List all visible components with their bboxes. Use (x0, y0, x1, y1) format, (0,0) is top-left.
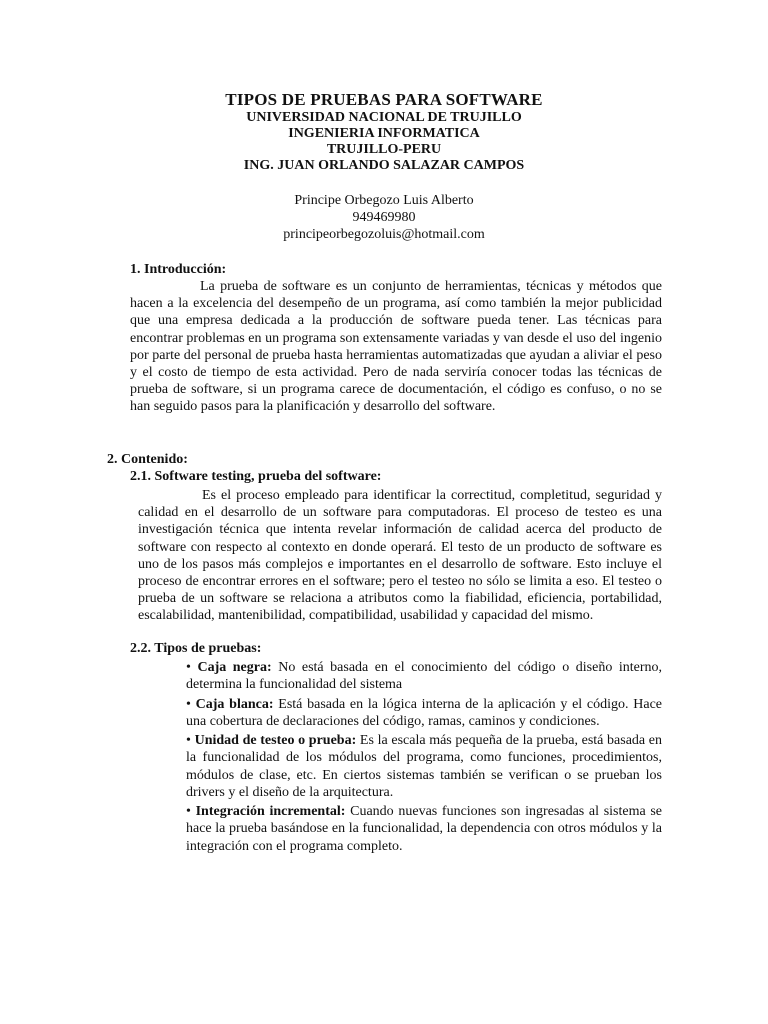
author-phone: 949469980 (352, 210, 416, 225)
university-name: UNIVERSIDAD NACIONAL DE TRUJILLO (246, 110, 522, 125)
list-item (186, 803, 662, 855)
faculty-name: INGENIERIA INFORMATICA (288, 126, 480, 141)
section-heading-introduccion: 1. Introducción: (130, 262, 227, 277)
list-item (186, 696, 662, 731)
list-item-term: Caja negra: (197, 660, 272, 675)
bullet-icon: • (186, 733, 191, 748)
introduccion-text: La prueba de software es un conjunto de herramientas, técnicas y métodos que hacen a la excelencia del desempeño de un programa, así como también la mejor publicidad que una empresa dedicada a la producción de software pueda tener. Las técnicas para encontrar problemas en un programa son extensamente variadas y van desde el uso del ingenio por parte del personal de prueba hasta herramientas automatizadas que ayudan a aliviar el peso y el costo de tiempo de esta actividad. Pero de nada serviría conocer todas las técnicas de prueba de software, si un programa carece de documentación, el código es confuso, o no se han seguido pasos para la planificación y desarrollo del software. (130, 279, 662, 415)
introduccion-paragraph (130, 278, 662, 416)
subsection-heading-software-testing: 2.1. Software testing, prueba del software: (130, 469, 382, 484)
list-item-term: Caja blanca: (195, 697, 274, 712)
author-name: Principe Orbegozo Luis Alberto (294, 193, 474, 208)
software-testing-paragraph (138, 487, 662, 625)
list-item-text: Cuando nuevas funciones son ingresadas al sistema se hace la prueba basándose en la funcionalidad, la dependencia con otros módulos y la integración con el programa completo. (186, 804, 663, 854)
author-email: principeorbegozoluis@hotmail.com (283, 227, 485, 242)
bullet-icon: • (186, 804, 191, 819)
bullet-icon: • (186, 697, 191, 712)
city-name: TRUJILLO-PERU (326, 142, 442, 157)
list-item-term: Integración incremental: (195, 804, 346, 819)
list-item-text: Está basada en la lógica interna de la aplicación y el código. Hace una cobertura de declaraciones del código, ramas, caminos y condiciones. (186, 697, 663, 730)
document-title: TIPOS DE PRUEBAS PARA SOFTWARE (225, 90, 543, 109)
professor-name: ING. JUAN ORLANDO SALAZAR CAMPOS (243, 158, 525, 173)
list-item-text: No está basada en el conocimiento del código o diseño interno, determina la funcionalidad del sistema (186, 660, 663, 693)
section-heading-contenido: 2. Contenido: (107, 452, 188, 467)
list-item-text: Es la escala más pequeña de la prueba, está basada en la funcionalidad de los módulos del programa, como funciones, procedimientos, módulos de clase, etc. En ciertos sistemas también se verifican o se prueban los drivers y el diseño de la arquitectura. (186, 733, 663, 800)
list-item (186, 732, 662, 801)
list-item (186, 659, 662, 694)
subsection-heading-tipos-pruebas: 2.2. Tipos de pruebas: (130, 641, 262, 656)
bullet-icon: • (186, 660, 191, 675)
software-testing-text: Es el proceso empleado para identificar la correctitud, completitud, seguridad y calidad en el desarrollo de un software para computadoras. El proceso de testeo es una investigación técnica que intenta revelar información de calidad acerca del producto de software con respecto al contexto en donde operará. El testo de un producto de software es uno de los pasos más complejos e importantes en el desarrollo de software. Esto incluye el proceso de encontrar errores en el software; pero el testeo no sólo se limita a eso. El testeo o prueba de un software se relaciona a atributos como la fiabilidad, eficiencia, portabilidad, escalabilidad, mantenibilidad, compatibilidad, usabilidad y capacidad del mismo. (138, 488, 662, 624)
list-item-term: Unidad de testeo o prueba: (194, 733, 357, 748)
